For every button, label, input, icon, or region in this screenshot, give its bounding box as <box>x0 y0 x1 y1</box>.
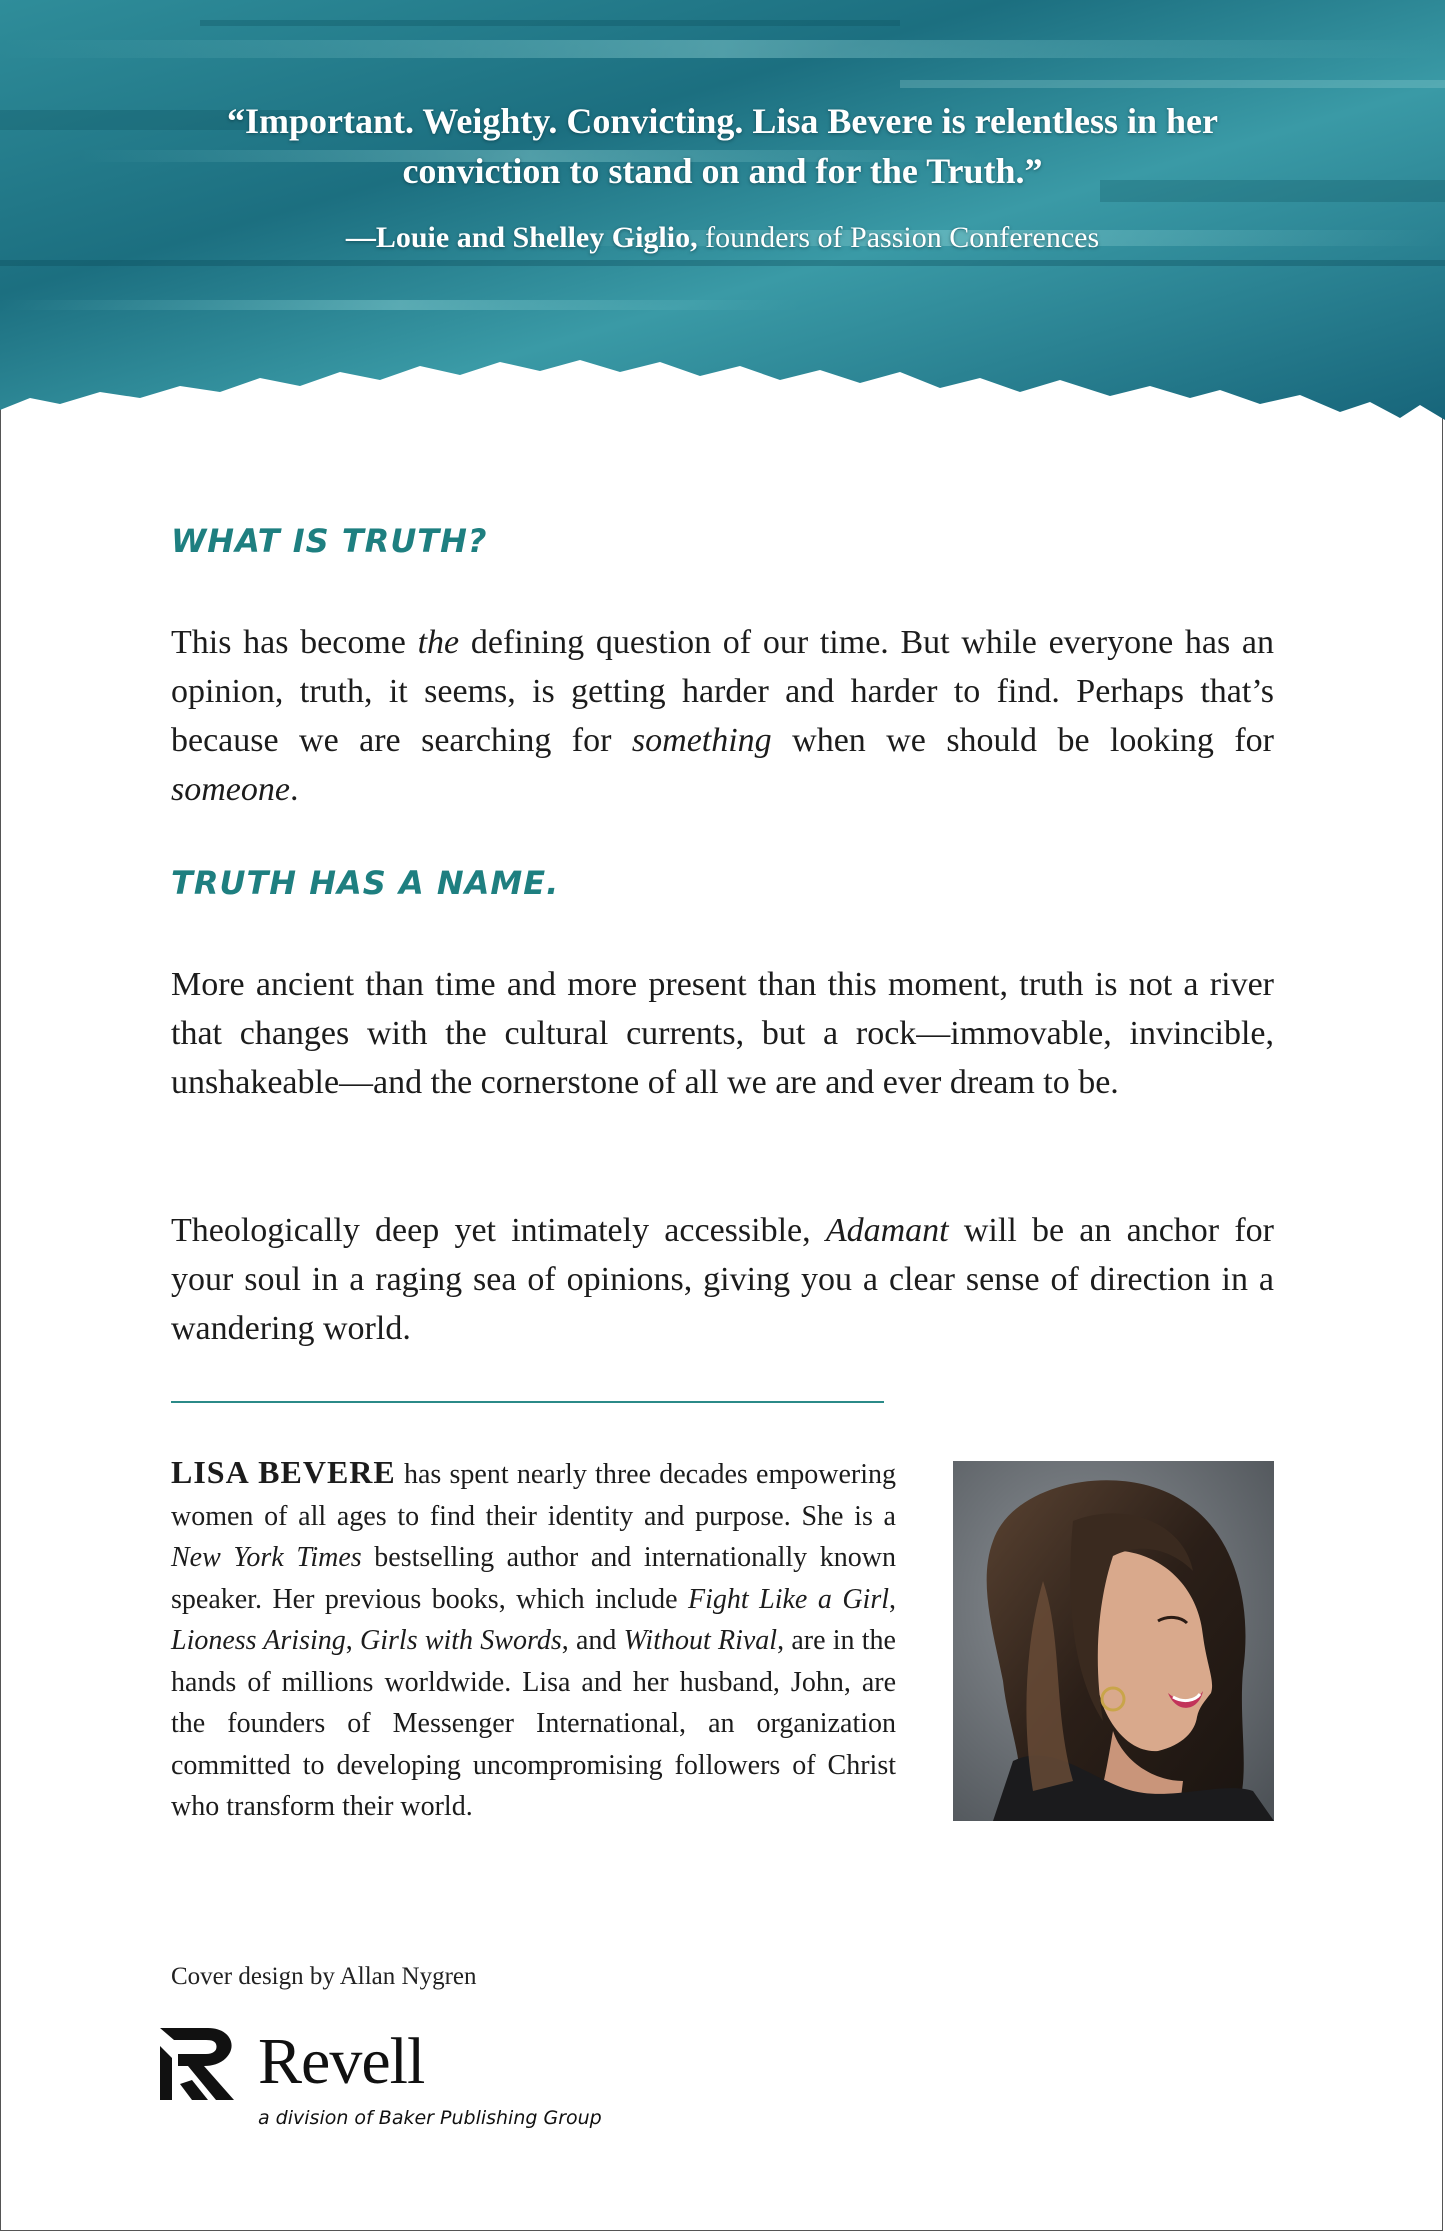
revell-logo-icon <box>156 2024 248 2104</box>
author-name: LISA BEVERE <box>171 1454 396 1490</box>
publisher-tagline: a division of Baker Publishing Group <box>258 2107 602 2129</box>
author-photo <box>953 1461 1274 1821</box>
author-bio: LISA BEVERE has spent nearly three decades empowering women of all ages to find their identity and purpose. She is a New York Times bestselling author and internationally known speaker. Her previous books, which include Fight Like a Girl, Lioness Arising, Girls with Swords, and Without Rival, are in the hands of millions worldwide. Lisa and her husband, John, are the founders of Messenger International, an organization committed to developing uncompromising followers of Christ who transform their world. <box>171 1454 897 1822</box>
heading-truth-has-a-name: TRUTH HAS A NAME. <box>171 864 560 902</box>
endorsement-quote: “Important. Weighty. Convicting. Lisa Bevere is relentless in her conviction to stand on and for the Truth.” <box>227 101 1218 191</box>
cover-design-credit: Cover design by Allan Nygren <box>171 1963 477 1990</box>
heading-what-is-truth: WHAT IS TRUTH? <box>171 522 488 560</box>
endorser-role: founders of Passion Conferences <box>697 221 1100 254</box>
endorser-name: —Louie and Shelley Giglio, <box>345 221 698 254</box>
endorsement-attribution <box>150 218 1295 258</box>
section-divider <box>171 1401 884 1403</box>
paragraph-adamant: Theologically deep yet intimately accessible, Adamant will be an anchor for your soul in a raging sea of opinions, giving you a clear sense of direction in a wandering world. <box>171 1212 1274 1347</box>
paragraph-intro: This has become the defining question of our time. But while everyone has an opinion, truth, it seems, is getting harder and harder to find. Perhaps that’s because we are searching for something when we should be looking for someone. <box>171 624 1274 808</box>
author-portrait-illustration <box>953 1461 1274 1821</box>
publisher-name: Revell <box>258 2025 425 2098</box>
paragraph-truth-rock: More ancient than time and more present than this moment, truth is not a river that changes with the cultural currents, but a rock—immovable, invincible, unshakeable—and the cornerstone of all we are and ever dream to be. <box>171 966 1274 1101</box>
endorsement <box>150 96 1295 258</box>
painted-banner <box>0 0 1445 430</box>
